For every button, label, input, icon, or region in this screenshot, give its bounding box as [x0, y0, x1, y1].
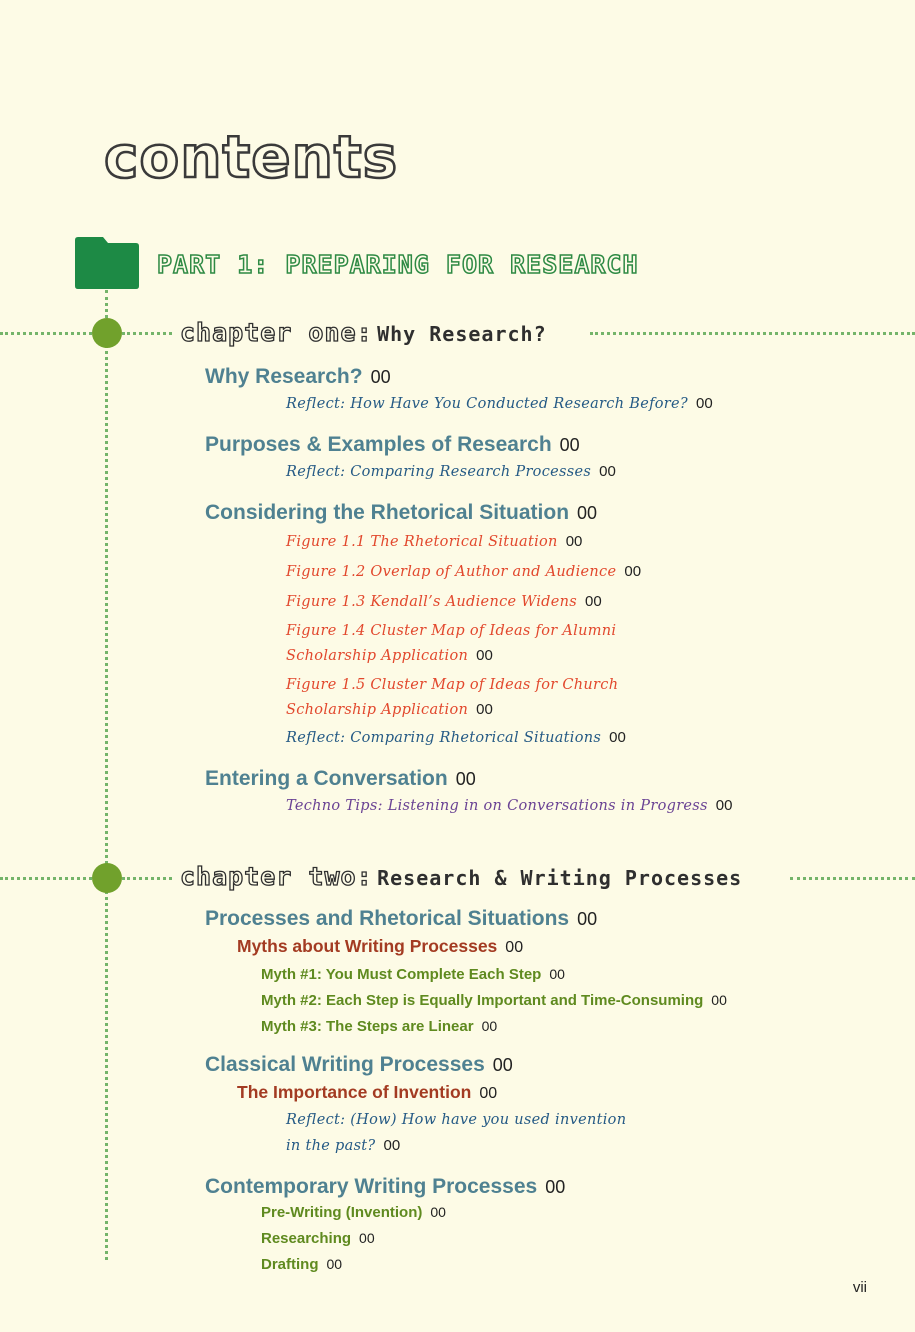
page-number: 00	[479, 1085, 498, 1102]
chapter-one-heading	[180, 320, 553, 345]
toc-entry-subsub[interactable]	[261, 1230, 375, 1247]
toc-entry-reflect[interactable]	[286, 729, 626, 747]
chapter-one-rule-left	[0, 332, 92, 335]
entry-title: Figure 1.2 Overlap of Author and Audience	[286, 564, 617, 580]
toc-entry-subsub[interactable]	[261, 1256, 342, 1273]
toc-entry[interactable]	[205, 501, 597, 525]
folder-icon	[75, 237, 139, 289]
toc-entry-reflect[interactable]	[286, 1112, 626, 1129]
entry-title: Figure 1.4 Cluster Map of Ideas for Alumni	[286, 623, 617, 639]
toc-entry-subsub[interactable]	[261, 966, 565, 983]
page-number: 00	[549, 966, 565, 982]
chapter-one-label: chapter one:	[180, 318, 373, 347]
entry-title: Myths about Writing Processes	[237, 936, 498, 956]
page-number: 00	[492, 1055, 513, 1075]
entry-title: Reflect: Comparing Research Processes	[286, 464, 592, 480]
toc-entry-subsub[interactable]	[261, 1018, 497, 1035]
page-number: 00	[599, 463, 616, 480]
entry-title: Reflect: (How) How have you used invention	[286, 1112, 627, 1128]
chapter-two-rule-mid	[122, 877, 172, 880]
toc-entry-figure[interactable]	[286, 533, 582, 551]
entry-title: Pre-Writing (Invention)	[261, 1204, 423, 1221]
page-number: 00	[711, 992, 727, 1008]
page-number: 00	[430, 1204, 446, 1220]
page-number: 00	[565, 533, 583, 550]
entry-title: Contemporary Writing Processes	[205, 1175, 538, 1198]
entry-title: Why Research?	[205, 365, 363, 388]
page-number: 00	[476, 647, 493, 664]
page-number: 00	[359, 1230, 375, 1246]
toc-entry-figure-continued[interactable]	[286, 647, 493, 665]
page-number: 00	[481, 1018, 498, 1034]
page-number: 00	[624, 563, 642, 580]
toc-entry-figure-continued[interactable]	[286, 701, 493, 719]
toc-entry-reflect[interactable]	[286, 463, 616, 481]
page-number: 00	[609, 729, 626, 746]
toc-entry-figure[interactable]	[286, 677, 618, 694]
toc-entry[interactable]	[205, 365, 391, 389]
toc-entry[interactable]	[205, 767, 476, 791]
chapter-one-rule-mid	[122, 332, 172, 335]
entry-title: Figure 1.5 Cluster Map of Ideas for Church	[286, 677, 619, 693]
entry-title: Techno Tips: Listening in on Conversations in Progress	[286, 798, 708, 814]
page-number: 00	[559, 435, 580, 455]
entry-title: Purposes & Examples of Research	[205, 433, 552, 456]
chapter-two-rule-left	[0, 877, 92, 880]
entry-title: Reflect: Comparing Rhetorical Situations	[286, 730, 602, 746]
toc-entry[interactable]	[205, 1053, 513, 1077]
page-number: 00	[585, 593, 602, 610]
page-number: 00	[695, 395, 713, 412]
entry-title: Entering a Conversation	[205, 767, 448, 790]
page-number: 00	[383, 1137, 401, 1154]
page-number: 00	[370, 367, 391, 387]
page-number: 00	[455, 769, 476, 789]
toc-entry[interactable]	[205, 907, 597, 931]
chapter-one-marker	[92, 318, 122, 348]
entry-title-continued: Scholarship Application	[286, 702, 469, 718]
chapter-two-label: chapter two:	[180, 862, 373, 891]
toc-entry-subsub[interactable]	[261, 1204, 446, 1221]
entry-title: Reflect: How Have You Conducted Research Before?	[286, 396, 688, 412]
page-number: 00	[545, 1177, 566, 1197]
toc-entry[interactable]	[205, 433, 580, 457]
entry-title-continued: in the past?	[286, 1138, 376, 1154]
entry-title: Researching	[261, 1230, 352, 1247]
toc-entry-figure[interactable]	[286, 623, 616, 640]
toc-entry-figure[interactable]	[286, 563, 641, 581]
page-folio: vii	[852, 1279, 867, 1296]
toc-entry-subsub[interactable]	[261, 992, 727, 1009]
page-number: 00	[715, 797, 733, 814]
entry-title: Myth #1: You Must Complete Each Step	[261, 966, 542, 983]
entry-title: The Importance of Invention	[237, 1082, 472, 1102]
page-number: 00	[505, 939, 524, 956]
chapter-two-rule-right	[790, 877, 915, 880]
page-number: 00	[577, 503, 598, 523]
entry-title: Myth #3: The Steps are Linear	[261, 1018, 474, 1035]
page-number: 00	[476, 701, 493, 718]
entry-title: Classical Writing Processes	[205, 1053, 485, 1076]
chapter-one-name: Why Research?	[377, 322, 547, 346]
entry-title: Processes and Rhetorical Situations	[205, 907, 570, 930]
part-title: PART 1: PREPARING FOR RESEARCH	[157, 250, 639, 279]
toc-entry-sub[interactable]	[237, 936, 523, 957]
toc-entry-techno[interactable]	[286, 797, 732, 815]
page-number: 00	[577, 909, 598, 929]
toc-entry-reflect[interactable]	[286, 395, 713, 413]
entry-title: Myth #2: Each Step is Equally Important and Time-Consuming	[261, 992, 704, 1009]
entry-title: Figure 1.3 Kendall’s Audience Widens	[286, 594, 578, 610]
toc-entry[interactable]	[205, 1175, 565, 1199]
chapter-two-marker	[92, 863, 122, 893]
entry-title: Figure 1.1 The Rhetorical Situation	[286, 534, 558, 550]
entry-title-continued: Scholarship Application	[286, 648, 469, 664]
entry-title: Considering the Rhetorical Situation	[205, 501, 570, 524]
chapter-two-name: Research & Writing Processes	[377, 866, 743, 890]
page-title: contents	[104, 123, 399, 191]
entry-title: Drafting	[261, 1256, 319, 1273]
timeline-line	[105, 290, 108, 1260]
chapter-two-heading	[180, 864, 748, 889]
toc-entry-figure[interactable]	[286, 593, 602, 611]
toc-entry-sub[interactable]	[237, 1082, 497, 1103]
toc-entry-reflect-continued[interactable]	[286, 1137, 400, 1155]
page-number: 00	[326, 1256, 343, 1272]
chapter-one-rule-right	[590, 332, 915, 335]
